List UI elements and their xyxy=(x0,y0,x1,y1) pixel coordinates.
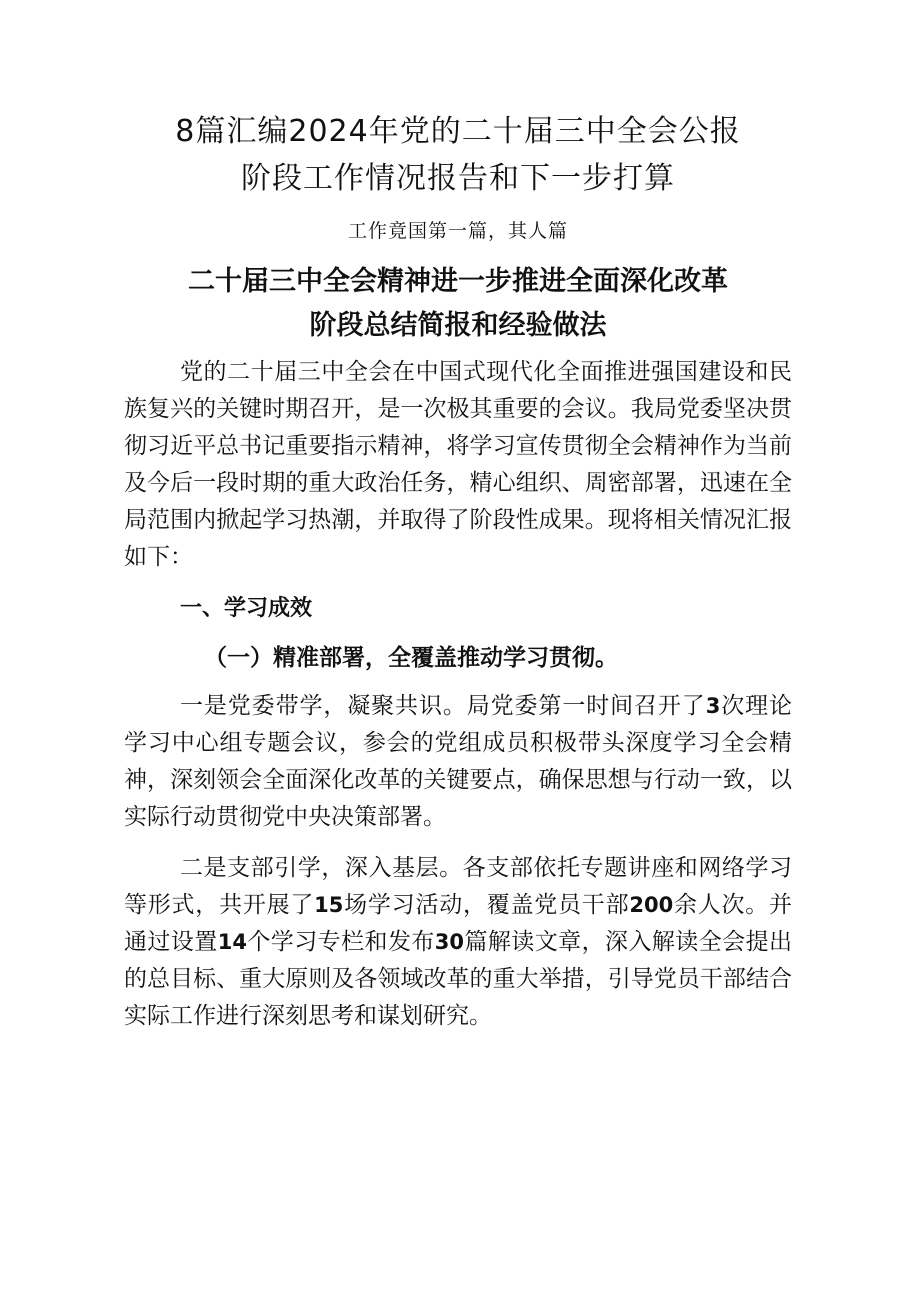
text-segment: 余人次。并通过设置 xyxy=(124,892,793,955)
document-title xyxy=(124,0,792,202)
number-meetings: 3 xyxy=(705,694,721,718)
number-activities: 15 xyxy=(314,893,344,917)
section-title-line-2: 阶段总结简报和经验做法 xyxy=(309,310,607,341)
text-segment: 场学习活动，覆盖党员干部 xyxy=(343,892,630,918)
paragraph-party-committee xyxy=(124,688,792,836)
document-title-line-1: 8篇汇编2024年党的二十届三中全会公报 xyxy=(175,114,741,149)
text-segment: 篇解读文章，深入解读全会提出的总目标、重大原则及各领域改革的重大举措，引导党员干部结合实际工作进行深刻思考和谋划研究。 xyxy=(124,929,793,1029)
intro-paragraph: 党的二十届三中全会在中国式现代化全面推进强国建设和民族复兴的关键时期召开，是一次极其重要的会议。我局党委坚决贯彻习近平总书记重要指示精神，将学习宣传贯彻全会精神作为当前及今后一段时期的重大政治任务，精心组织、周密部署，迅速在全局范围内掀起学习热潮，并取得了阶段性成果。现将相关情况汇报如下： xyxy=(124,359,792,570)
text-segment: 一是党委带学，凝聚共识。局党委第一时间召开了 xyxy=(180,693,706,719)
section-title xyxy=(124,260,792,348)
text-segment: 个学习专栏和发布 xyxy=(246,929,435,955)
document-subtitle: 工作竟国第一篇，其人篇 xyxy=(347,220,568,242)
paragraph-branch-study xyxy=(124,850,792,1035)
document-title-line-2: 阶段工作情况报告和下一步打算 xyxy=(241,161,675,196)
number-articles: 30 xyxy=(434,930,465,954)
text-segment: 二是支部引学，深入基层。各支部依托专题讲座和网络学习等形式，共开展了 xyxy=(124,855,792,918)
heading-learning-results: 一、学习成效 xyxy=(180,596,313,621)
subheading-precise-deployment: （一）精准部署，全覆盖推动学习贯彻。 xyxy=(204,644,618,671)
number-participants: 200 xyxy=(629,893,674,917)
number-columns: 14 xyxy=(217,930,247,954)
text-segment: 次理论学习中心组专题会议，参会的党组成员积极带头深度学习全会精神，深刻领会全面深化改革的关键要点，确保思想与行动一致，以实际行动贯彻党中央决策部署。 xyxy=(124,693,793,830)
section-title-line-1: 二十届三中全会精神进一步推进全面深化改革 xyxy=(188,266,728,297)
